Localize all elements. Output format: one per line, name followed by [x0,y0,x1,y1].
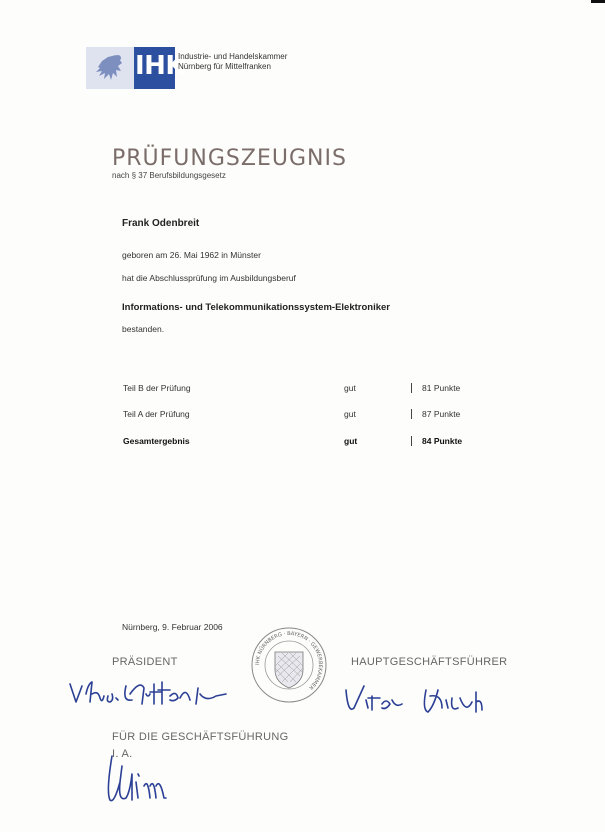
ihk-logo [86,47,186,89]
result-row-label: Teil A der Prüfung [123,409,190,419]
result-line: bestanden. [122,324,165,334]
seal-text: IHK NÜRNBERG · BAYERN · GEWERBEKAMMER [254,630,324,691]
exam-line: hat die Abschlussprüfung im Ausbildungsberuf [122,273,296,283]
total-result-label: Gesamtergebnis [123,436,190,446]
place-date: Nürnberg, 9. Februar 2006 [122,622,223,632]
official-seal [250,626,328,704]
president-label: PRÄSIDENT [112,656,178,668]
result-row-grade: gut [344,409,356,419]
ceo-signature [342,684,522,720]
result-row-grade: gut [344,383,356,393]
result-row-points: 81 Punkte [422,383,461,393]
result-row-label: Teil B der Prüfung [123,383,191,393]
total-result-grade: gut [344,436,358,446]
president-signature [66,676,256,712]
corner-mark [591,0,605,3]
document-subtitle: nach § 37 Berufsbildungsgesetz [112,171,226,180]
eagle-icon [86,47,134,89]
occupation: Informations- und Telekommunikationssystem-Elektroniker [122,302,390,313]
logo-text: IHK [135,51,186,81]
candidate-name: Frank Odenbreit [122,218,200,229]
column-divider [411,409,412,419]
column-divider [411,436,412,446]
birth-line: geboren am 26. Mai 1962 in Münster [122,250,261,260]
total-result-points: 84 Punkte [422,436,463,446]
management-signature [100,752,210,808]
management-label: FÜR DIE GESCHÄFTSFÜHRUNG [112,731,289,743]
org-name-line1: Industrie- und Handelskammer [178,52,288,61]
org-name-line2: Nürnberg für Mittelfranken [178,62,271,71]
ceo-label: HAUPTGESCHÄFTSFÜHRER [351,656,508,668]
document-title: PRÜFUNGSZEUGNIS [112,146,347,171]
ia-label: I. A. [112,748,133,760]
column-divider [411,383,412,393]
result-row-points: 87 Punkte [422,409,461,419]
